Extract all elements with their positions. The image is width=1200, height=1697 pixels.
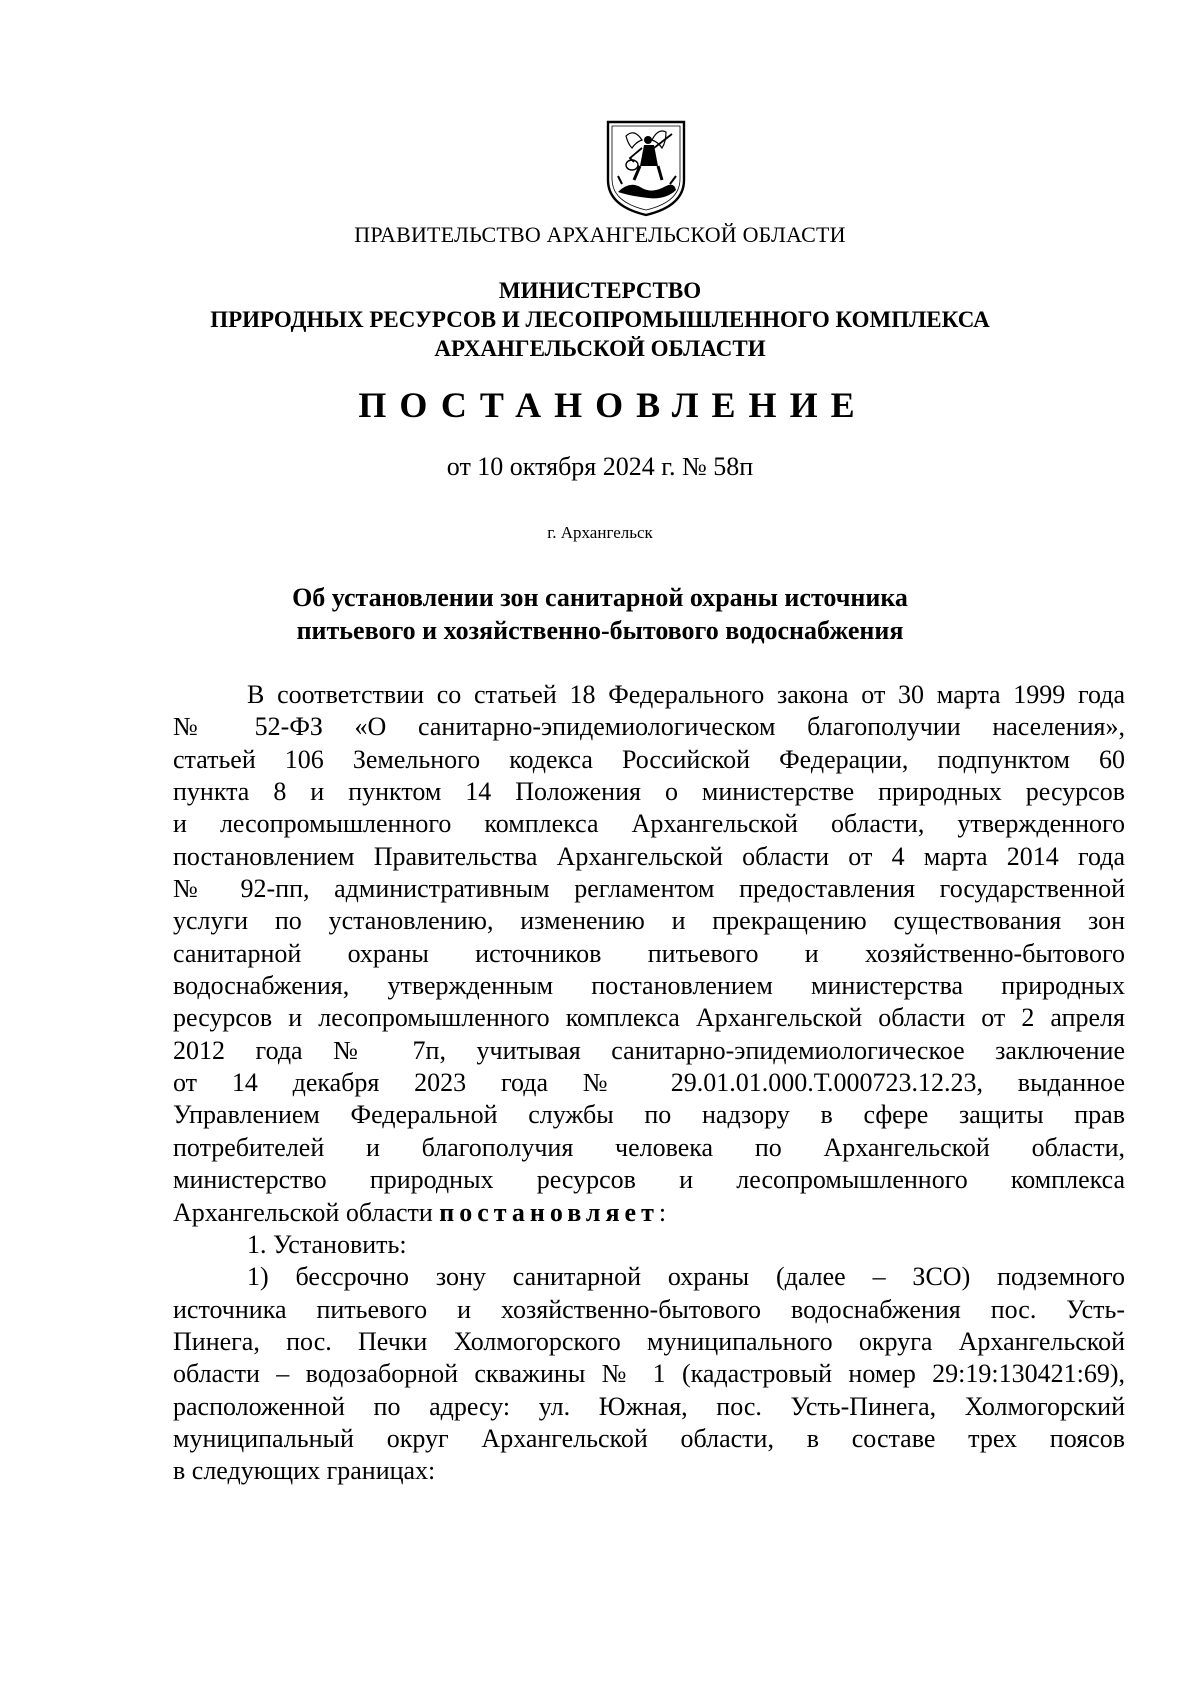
preamble-line: водоснабжения, утвержденным постановлением министерства природных <box>173 971 1125 1001</box>
preamble-final-line <box>173 1197 1125 1229</box>
preamble-line: № 52-ФЗ «О санитарно-эпидемиологическом благополучии населения», <box>173 712 1125 742</box>
subject-line-2: питьевого и хозяйственно-бытового водоснабжения <box>296 616 904 645</box>
preamble-line: услуги по установлению, изменению и прекращению существования зон <box>173 906 1125 936</box>
preamble-line: министерство природных ресурсов и лесопромышленного комплекса <box>173 1165 1125 1195</box>
preamble-line: В соответствии со статьей 18 Федерального закона от 30 марта 1999 года <box>247 680 1125 709</box>
ministry-line-1: МИНИСТЕРСТВО <box>498 278 702 303</box>
preamble-line: статьей 106 Земельного кодекса Российской Федерации, подпунктом 60 <box>173 744 1125 774</box>
preamble-line: постановлением Правительства Архангельской области от 4 марта 2014 года <box>173 841 1125 871</box>
coat-of-arms-emblem <box>604 118 688 218</box>
document-body <box>173 679 1125 1488</box>
subitem-line: в следующих границах: <box>173 1456 436 1486</box>
government-name: ПРАВИТЕЛЬСТВО АРХАНГЕЛЬСКОЙ ОБЛАСТИ <box>354 222 846 247</box>
ministry-line-3: АРХАНГЕЛЬСКОЙ ОБЛАСТИ <box>434 336 766 361</box>
subitem-line: муниципальный округ Архангельской области, в составе трех поясов <box>173 1423 1125 1453</box>
preamble-line: Управлением Федеральной службы по надзору в сфере защиты прав <box>173 1100 1125 1130</box>
subitem-line: источника питьевого и хозяйственно-бытового водоснабжения пос. Усть- <box>173 1294 1125 1324</box>
preamble-final-prefix: Архангельской области <box>173 1197 440 1227</box>
coat-of-arms-icon <box>604 118 688 218</box>
preamble-line: от 14 декабря 2023 года № 29.01.01.000.Т.000723.12.23, выданное <box>173 1068 1125 1098</box>
ministry-line-2: ПРИРОДНЫХ РЕСУРСОВ И ЛЕСОПРОМЫШЛЕННОГО КОМПЛЕКСА <box>210 307 990 332</box>
document-date-number: от 10 октября 2024 г. № 58п <box>446 452 754 481</box>
preamble-line: пункта 8 и пунктом 14 Положения о министерстве природных ресурсов <box>173 777 1125 807</box>
subitem-line: расположенной по адресу: ул. Южная, пос. Усть-Пинега, Холмогорский <box>173 1391 1125 1421</box>
preamble-line: № 92-пп, административным регламентом предоставления государственной <box>173 874 1125 904</box>
document-type-title: ПОСТАНОВЛЕНИЕ <box>358 385 868 425</box>
subitem-line: 1) бессрочно зону санитарной охраны (далее – ЗСО) подземного <box>247 1262 1125 1292</box>
preamble-line: ресурсов и лесопромышленного комплекса Архангельской области от 2 апреля <box>173 1003 1125 1033</box>
preamble-line: потребителей и благополучия человека по Архангельской области, <box>173 1132 1125 1162</box>
subitem-line: области – водозаборной скважины № 1 (кадастровый номер 29:19:130421:69), <box>173 1359 1125 1389</box>
preamble-line: 2012 года № 7п, учитывая санитарно-эпидемиологическое заключение <box>173 1035 1125 1065</box>
document-city: г. Архангельск <box>547 523 653 542</box>
subitem-line: Пинега, пос. Печки Холмогорского муниципального округа Архангельской <box>173 1326 1125 1356</box>
ministry-name <box>0 276 1200 363</box>
subject-line-1: Об установлении зон санитарной охраны источника <box>292 583 908 612</box>
resolves-word: постановляет <box>439 1197 659 1227</box>
document-subject <box>0 581 1200 647</box>
resolves-suffix: : <box>658 1197 667 1227</box>
preamble-line: санитарной охраны источников питьевого и хозяйственно-бытового <box>173 938 1125 968</box>
preamble-line: и лесопромышленного комплекса Архангельской области, утвержденного <box>173 809 1125 839</box>
item-1-heading: 1. Установить: <box>247 1229 407 1259</box>
